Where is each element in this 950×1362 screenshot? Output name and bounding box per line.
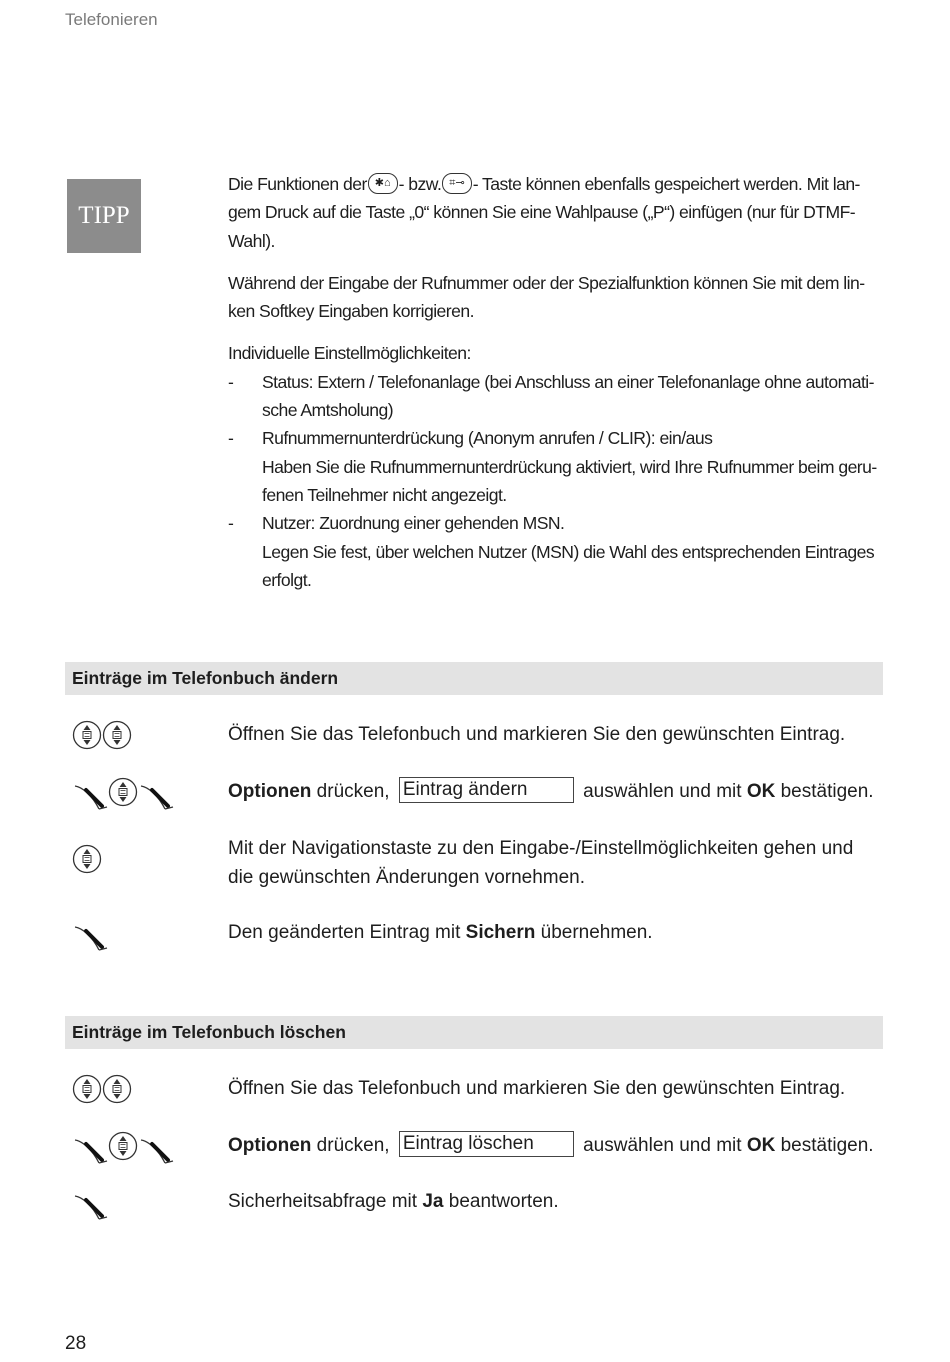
settings-intro: Individuelle Einstellmöglichkeiten:	[228, 343, 471, 364]
menu-entry-box: Eintrag ändern	[399, 777, 574, 803]
tipp-paragraph-3	[228, 339, 888, 367]
star-key-icon: ✱⌂	[368, 173, 398, 194]
tipp-paragraph-2: Während der Eingabe der Rufnummer oder der Spezialfunktion können Sie mit dem lin-ken Softkey Eingaben korrigieren.	[228, 272, 865, 322]
step-icons	[72, 720, 132, 756]
tipp-p1-text-b: - bzw.	[398, 174, 442, 194]
ok-label: OK	[746, 781, 776, 802]
tipp-p1-text-c: - Taste können ebenfalls gespeichert werden. Mit lan-gem Druck auf die Taste „0“ können Sie eine Wahlpause („P“) einfügen (nur für DTMF-Wahl).	[228, 174, 860, 251]
step-text-part: Den geänderten Eintrag mit	[228, 922, 466, 943]
step-text: Öffnen Sie das Telefonbuch und markieren Sie den gewünschten Eintrag.	[228, 1078, 846, 1099]
list-item	[228, 368, 888, 425]
list-item-subtext: Legen Sie fest, über welchen Nutzer (MSN) die Wahl des entsprechenden Eintrages erfolgt.	[262, 541, 875, 590]
tipp-paragraph-1	[228, 170, 888, 255]
step-text-part: Sicherheitsabfrage mit	[228, 1191, 423, 1212]
page-number: 28	[65, 1333, 87, 1354]
navigation-key-icon	[72, 720, 102, 750]
step-text: Öffnen Sie das Telefonbuch und markieren Sie den gewünschten Eintrag.	[228, 724, 846, 745]
left-softkey-icon	[72, 1131, 108, 1167]
list-item-text: Nutzer: Zuordnung einer gehenden MSN.	[262, 513, 565, 534]
step-text-part: bestätigen.	[775, 781, 874, 802]
tipp-content	[228, 170, 888, 594]
step-text-part: drücken,	[311, 781, 390, 802]
step-icons	[72, 918, 108, 954]
step-icons	[72, 1074, 132, 1110]
left-softkey-icon	[72, 1187, 108, 1223]
step-icons	[72, 844, 102, 880]
settings-list	[228, 368, 888, 594]
step-text-part: auswählen und mit	[583, 1135, 747, 1156]
list-dash: -	[228, 428, 234, 449]
navigation-key-icon	[102, 720, 132, 750]
navigation-key-icon	[102, 1074, 132, 1104]
step-text-part: drücken,	[311, 1135, 390, 1156]
step-text	[228, 777, 878, 806]
step-text	[228, 1131, 878, 1160]
softkey-label-optionen: Optionen	[228, 1135, 312, 1156]
step-text-part: bestätigen.	[775, 1135, 874, 1156]
softkey-label-optionen: Optionen	[228, 781, 312, 802]
list-item-text: Status: Extern / Telefonanlage (bei Anschluss an einer Telefonanlage ohne automati-sche Amtsholung)	[262, 371, 874, 421]
section-header: Telefonieren	[65, 10, 158, 29]
step-icons	[72, 1187, 108, 1223]
navigation-key-icon	[108, 1131, 138, 1161]
step-icons	[72, 777, 174, 813]
step-icons	[72, 1131, 174, 1167]
softkey-label-sichern: Sichern	[465, 922, 536, 943]
list-item	[228, 424, 888, 509]
step-text	[228, 918, 878, 947]
tipp-p1-text-a: Die Funktionen der	[228, 174, 367, 194]
tipp-badge: TIPP	[67, 179, 141, 253]
list-item-text: Rufnummernunterdrückung (Anonym anrufen / CLIR): ein/aus	[262, 428, 713, 449]
section-title-edit: Einträge im Telefonbuch ändern	[65, 662, 883, 695]
left-softkey-icon	[72, 918, 108, 954]
ok-label: OK	[746, 1135, 776, 1156]
hash-key-icon: ⌗⊸	[442, 173, 471, 194]
navigation-key-icon	[72, 844, 102, 874]
list-item	[228, 509, 888, 594]
right-softkey-icon	[138, 1131, 174, 1167]
menu-entry-box: Eintrag löschen	[399, 1131, 574, 1157]
list-dash: -	[228, 513, 234, 534]
step-text-part: auswählen und mit	[583, 781, 747, 802]
list-item-subtext: Haben Sie die Rufnummernunterdrückung aktiviert, wird Ihre Rufnummer beim geru-fenen Teilnehmer nicht angezeigt.	[262, 456, 877, 505]
section-title-delete: Einträge im Telefonbuch löschen	[65, 1016, 883, 1049]
navigation-key-icon	[72, 1074, 102, 1104]
navigation-key-icon	[108, 777, 138, 807]
softkey-label-ja: Ja	[422, 1191, 444, 1212]
step-text-part: beantworten.	[443, 1191, 559, 1212]
list-dash: -	[228, 371, 234, 392]
right-softkey-icon	[138, 777, 174, 813]
left-softkey-icon	[72, 777, 108, 813]
step-text: Mit der Navigationstaste zu den Eingabe-/Einstellmöglichkeiten gehen und die gewünschten Änderungen vornehmen.	[228, 838, 854, 888]
step-text-part: übernehmen.	[535, 922, 653, 943]
step-text	[228, 1187, 878, 1216]
